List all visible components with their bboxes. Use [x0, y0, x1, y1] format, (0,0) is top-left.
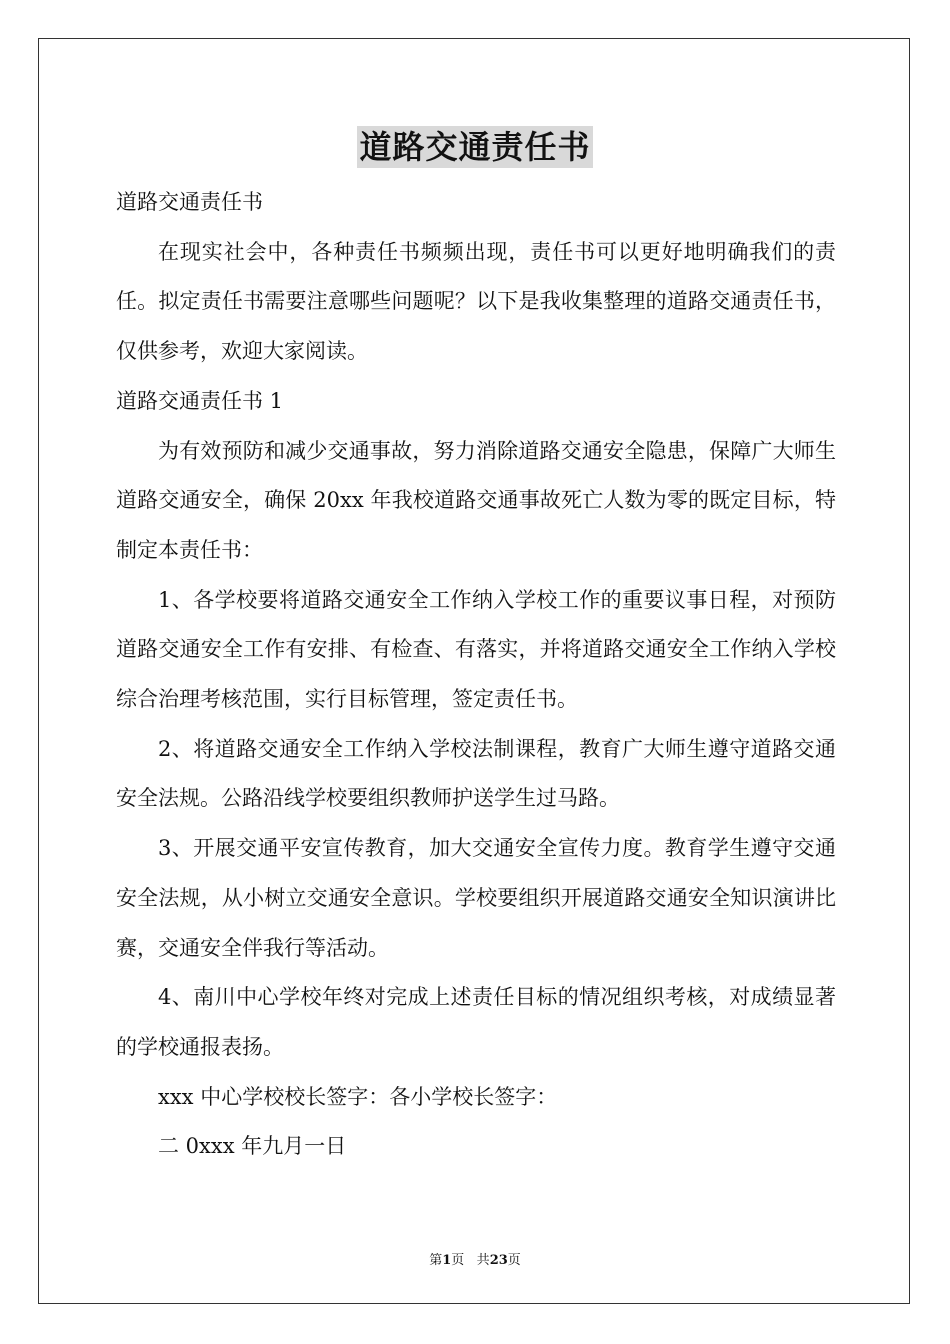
footer-total-pages: 23 — [489, 1253, 508, 1268]
footer-prefix: 第 — [429, 1253, 443, 1268]
document-body — [116, 178, 836, 1172]
paragraph-intro: 在现实社会中，各种责任书频频出现，责任书可以更好地明确我们的责任。拟定责任书需要注意哪些问题呢？以下是我收集整理的道路交通责任书，仅供参考，欢迎大家阅读。 — [116, 239, 836, 364]
paragraph-date: 二 0xxx 年九月一日 — [158, 1134, 347, 1159]
footer-page-suffix: 页 — [451, 1253, 465, 1268]
paragraph-item-2: 2、将道路交通安全工作纳入学校法制课程，教育广大师生遵守道路交通安全法规。公路沿线学校要组织教师护送学生过马路。 — [116, 736, 836, 811]
paragraph-item-4: 4、南川中心学校年终对完成上述责任目标的情况组织考核，对成绩显著的学校通报表扬。 — [116, 985, 836, 1059]
footer-page-number: 1 — [442, 1253, 452, 1268]
footer-total-suffix: 页 — [507, 1253, 521, 1268]
document-title: 道路交通责任书 — [359, 128, 591, 166]
paragraph-signatures: xxx 中心学校校长签字：各小学校长签字： — [158, 1084, 558, 1109]
paragraph-section-heading: 道路交通责任书 1 — [116, 388, 284, 413]
paragraph-item-3: 3、开展交通平安宣传教育，加大交通安全宣传力度。教育学生遵守交通安全法规，从小树立交通安全意识。学校要组织开展道路交通安全知识演讲比赛，交通安全伴我行等活动。 — [116, 836, 836, 960]
paragraph-purpose: 为有效预防和减少交通事故，努力消除道路交通安全隐患，保障广大师生道路交通安全，确保 20xx 年我校道路交通事故死亡人数为零的既定目标，特制定本责任书： — [116, 438, 836, 562]
footer-total-prefix: 共 — [476, 1253, 490, 1268]
paragraph-subtitle: 道路交通责任书 — [116, 190, 263, 214]
paragraph-item-1: 1、各学校要将道路交通安全工作纳入学校工作的重要议事日程，对预防道路交通安全工作有安排、有检查、有落实，并将道路交通安全工作纳入学校综合治理考核范围，实行目标管理，签定责任书。 — [116, 587, 836, 712]
page-footer — [0, 1249, 950, 1268]
title-container — [0, 126, 950, 168]
